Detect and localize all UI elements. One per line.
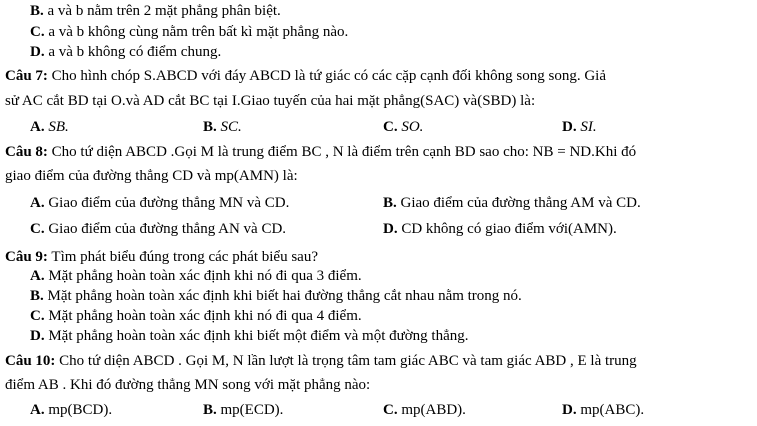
q8-option-d-label: D.	[383, 221, 398, 237]
q8-option-b-text: Giao điểm của đường thẳng AM và CD.	[400, 195, 641, 211]
q6-option-b-text: a và b nằm trên 2 mặt phẳng phân biệt.	[47, 3, 281, 19]
q7-option-d	[562, 118, 597, 136]
q7-option-c-text: SO.	[401, 119, 424, 135]
q10-option-c-label: C.	[383, 402, 398, 418]
q8-stem-line-1	[5, 143, 636, 161]
q9-stem-line	[5, 248, 318, 266]
q9-option-c	[30, 307, 362, 325]
q9-label: Câu 9:	[5, 249, 48, 265]
q7-option-a-text: SB.	[48, 119, 69, 135]
q6-option-c	[30, 23, 348, 41]
q9-option-d	[30, 327, 469, 345]
q9-option-c-label: C.	[30, 308, 45, 324]
q8-option-c-text: Giao điểm của đường thẳng AN và CD.	[48, 221, 287, 237]
q7-stem-2: sử AC cắt BD tại O.và AD cắt BC tại I.Giao tuyến của hai mặt phẳng(SAC) và(SBD) là:	[5, 93, 536, 109]
q7-option-d-label: D.	[562, 119, 577, 135]
q8-stem-2: giao điểm của đường thẳng CD và mp(AMN) là:	[5, 168, 298, 184]
q10-stem-1: Cho tứ diện ABCD . Gọi M, N lần lượt là trọng tâm tam giác ABC và tam giác ABD , E là trung	[59, 353, 637, 369]
q10-option-a	[30, 401, 112, 419]
q10-option-a-text: mp(BCD).	[48, 402, 113, 418]
q7-stem-line-2	[5, 92, 535, 110]
q8-option-b	[383, 194, 641, 212]
q9-stem: Tìm phát biểu đúng trong các phát biểu sau?	[51, 249, 318, 265]
q8-option-d	[383, 220, 617, 238]
q10-option-b-text: mp(ECD).	[220, 402, 284, 418]
q6-option-d-text: a và b không có điểm chung.	[48, 44, 222, 60]
q7-option-b-text: SC.	[220, 119, 242, 135]
q10-option-d-text: mp(ABC).	[580, 402, 645, 418]
q9-option-d-label: D.	[30, 328, 45, 344]
q8-label: Câu 8:	[5, 144, 48, 160]
q10-option-c	[383, 401, 466, 419]
q9-option-d-text: Mặt phẳng hoàn toàn xác định khi biết một điểm và một đường thẳng.	[48, 328, 469, 344]
q10-option-a-label: A.	[30, 402, 45, 418]
q7-option-b-label: B.	[203, 119, 217, 135]
q7-option-d-text: SI.	[580, 119, 597, 135]
q7-option-b	[203, 118, 242, 136]
q8-option-c-label: C.	[30, 221, 45, 237]
q6-option-b	[30, 2, 281, 20]
q9-option-b	[30, 287, 522, 305]
q7-option-a	[30, 118, 69, 136]
q8-stem-1: Cho tứ diện ABCD .Gọi M là trung điểm BC , N là điểm trên cạnh BD sao cho: NB = ND.Khi đó	[51, 144, 637, 160]
q6-option-d	[30, 43, 221, 61]
q7-option-c-label: C.	[383, 119, 398, 135]
q10-label: Câu 10:	[5, 353, 56, 369]
q10-option-d-label: D.	[562, 402, 577, 418]
q9-option-a-text: Mặt phẳng hoàn toàn xác định khi nó đi qua 3 điểm.	[48, 268, 362, 284]
q8-option-a-label: A.	[30, 195, 45, 211]
q9-option-c-text: Mặt phẳng hoàn toàn xác định khi nó đi qua 4 điểm.	[48, 308, 362, 324]
q8-stem-line-2	[5, 167, 298, 185]
q9-option-b-text: Mặt phẳng hoàn toàn xác định khi biết hai đường thẳng cắt nhau nằm trong nó.	[47, 288, 522, 304]
q6-option-c-text: a và b không cùng nằm trên bất kì mặt phẳng nào.	[48, 24, 349, 40]
q6-option-d-label: D.	[30, 44, 45, 60]
q7-stem-1: Cho hình chóp S.ABCD với đáy ABCD là tứ giác có các cặp cạnh đối không song song. Giả	[51, 68, 606, 84]
q9-option-b-label: B.	[30, 288, 44, 304]
q10-option-c-text: mp(ABD).	[401, 402, 466, 418]
q6-option-b-label: B.	[30, 3, 44, 19]
q7-option-a-label: A.	[30, 119, 45, 135]
q8-option-c	[30, 220, 286, 238]
q7-label: Câu 7:	[5, 68, 48, 84]
q10-stem-2: điểm AB . Khi đó đường thẳng MN song với mặt phẳng nào:	[5, 377, 371, 393]
q10-option-b-label: B.	[203, 402, 217, 418]
q6-option-c-label: C.	[30, 24, 45, 40]
q8-option-d-text: CD không có giao điểm với(AMN).	[401, 221, 617, 237]
q9-option-a-label: A.	[30, 268, 45, 284]
q10-option-d	[562, 401, 644, 419]
q7-option-c	[383, 118, 423, 136]
q10-stem-line-1	[5, 352, 637, 370]
q8-option-a-text: Giao điểm của đường thẳng MN và CD.	[48, 195, 290, 211]
q9-option-a	[30, 267, 362, 285]
q8-option-a	[30, 194, 289, 212]
q10-option-b	[203, 401, 283, 419]
q10-stem-line-2	[5, 376, 370, 394]
q8-option-b-label: B.	[383, 195, 397, 211]
q7-stem-line-1	[5, 67, 606, 85]
